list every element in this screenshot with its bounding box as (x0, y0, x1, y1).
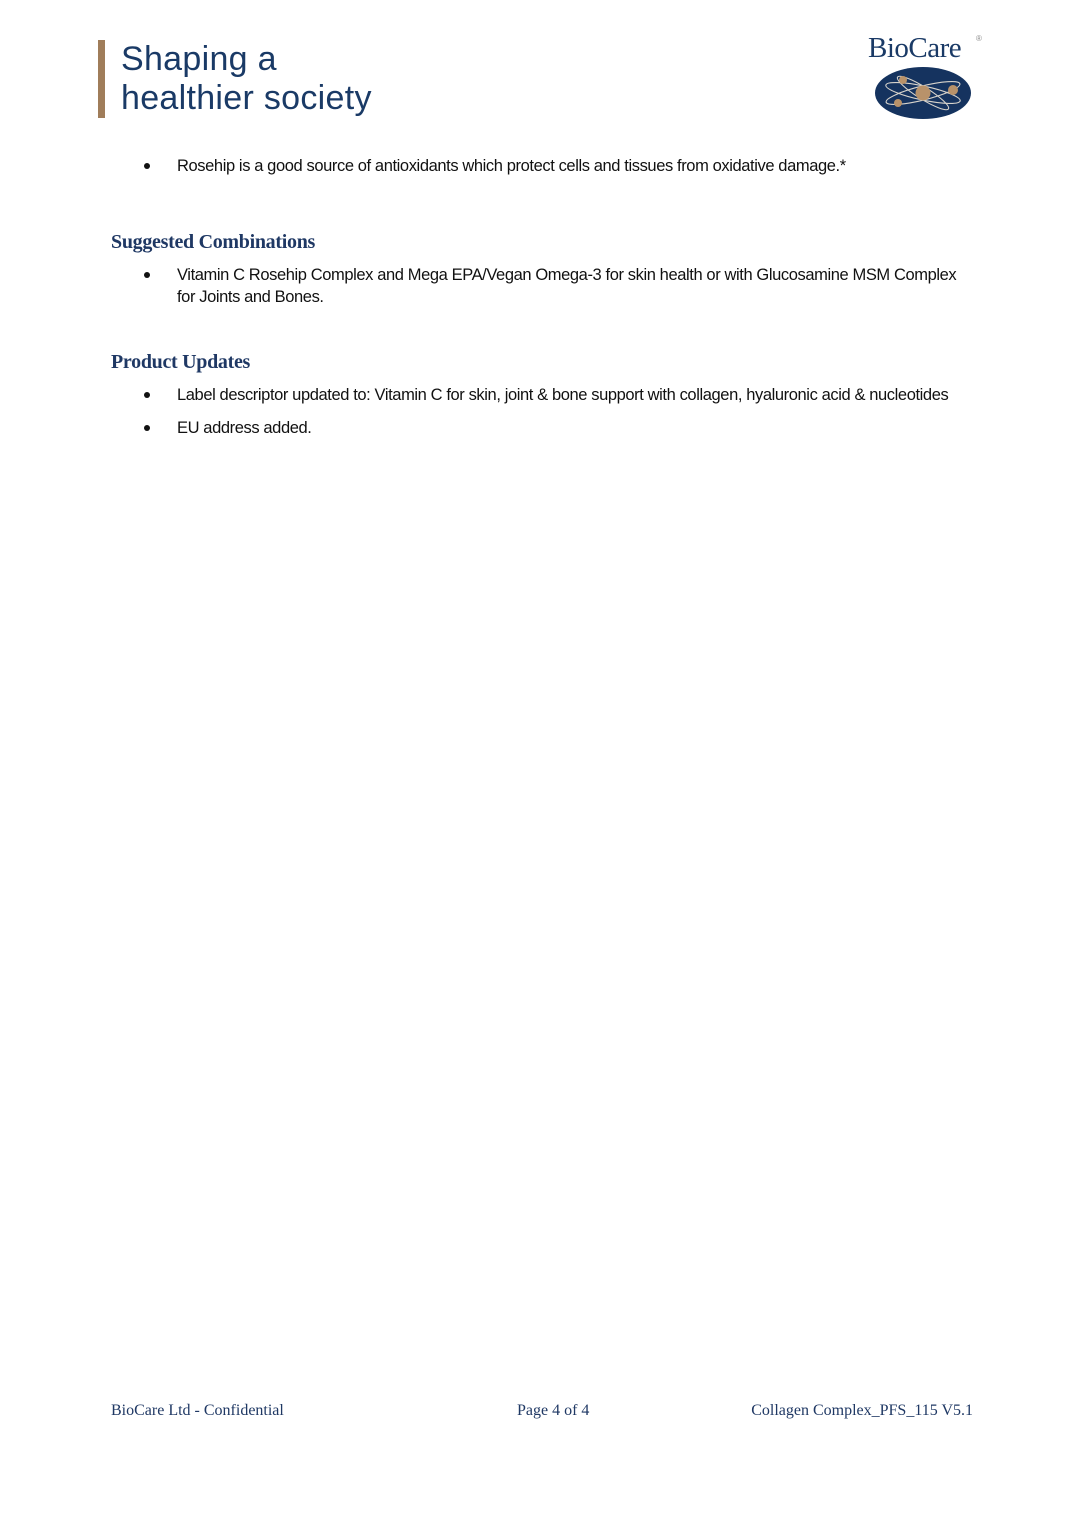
heading-product-updates: Product Updates (111, 351, 251, 373)
heading-suggested-combinations: Suggested Combinations (111, 231, 315, 253)
bullet-text: Rosehip is a good source of antioxidants which protect cells and tissues from oxidative damage.* (177, 157, 846, 175)
biocare-logo (864, 32, 988, 124)
list-item (111, 155, 971, 177)
bullet-icon (144, 392, 150, 398)
list-item (111, 384, 971, 406)
bullet-icon (144, 425, 150, 431)
tagline-line-2: healthier society (121, 79, 372, 117)
footer-confidential: BioCare Ltd - Confidential (111, 1402, 284, 1419)
updates-bullet-list (111, 384, 971, 439)
atom-oval-logo-icon (874, 66, 972, 120)
bullet-text: Label descriptor updated to: Vitamin C for skin, joint & bone support with collagen, hyaluronic acid & nucleotides (177, 386, 949, 404)
header-tagline (98, 40, 372, 118)
list-item (111, 417, 971, 439)
logo-wordmark: BioCare (868, 32, 962, 64)
intro-bullet-list (111, 155, 971, 177)
list-item (111, 264, 971, 308)
footer-document-id: Collagen Complex_PFS_115 V5.1 (751, 1402, 973, 1419)
bullet-icon (144, 163, 150, 169)
combinations-bullet-list (111, 264, 971, 308)
footer-page-number: Page 4 of 4 (517, 1402, 590, 1419)
tagline-line-1: Shaping a (121, 40, 277, 78)
document-body (111, 153, 971, 439)
page-footer (111, 1402, 973, 1424)
bullet-text: EU address added. (177, 419, 312, 437)
bullet-text: Vitamin C Rosehip Complex and Mega EPA/Vegan Omega-3 for skin health or with Glucosamine MSM Complex for Joints and Bones. (177, 266, 957, 306)
bullet-icon (144, 272, 150, 278)
registered-mark: ® (976, 34, 982, 43)
